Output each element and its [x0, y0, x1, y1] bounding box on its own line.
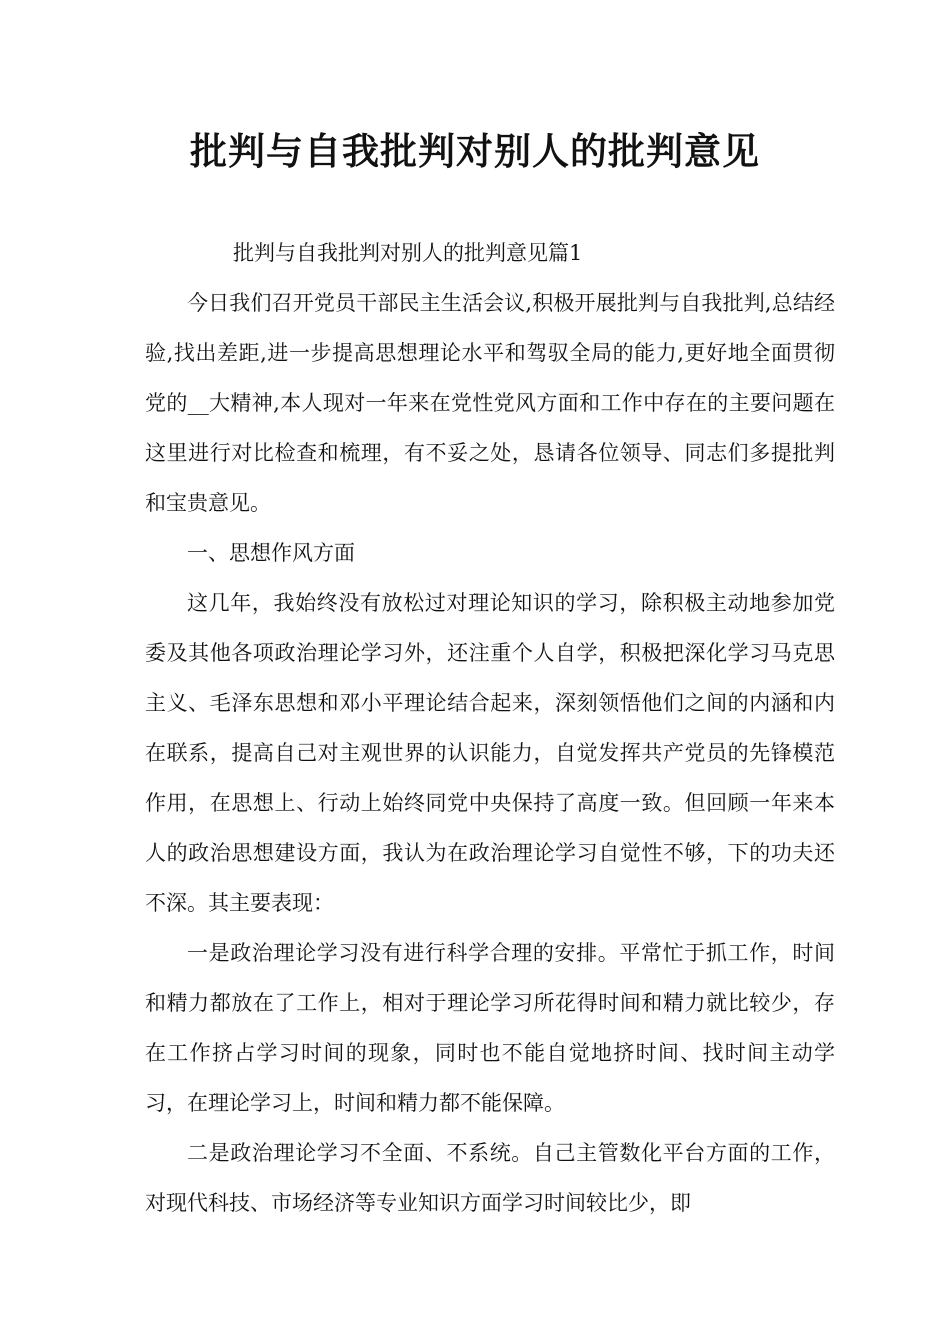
section-heading-thought-style: 一、思想作风方面: [187, 541, 355, 565]
paragraph-point-one: 一是政治理论学习没有进行科学合理的安排。平常忙于抓工作，时间和精力都放在了工作上，相对于理论学习所花得时间和精力就比较少，存在工作挤占学习时间的现象，同时也不能自觉地挤时间、找时间主动学习，在理论学习上，时间和精力都不能保障。: [145, 941, 835, 1115]
document-body: [145, 228, 835, 1228]
paragraph-thought-style: 这几年，我始终没有放松过对理论知识的学习，除积极主动地参加党委及其他各项政治理论学习外，还注重个人自学，积极把深化学习马克思主义、毛泽东思想和邓小平理论结合起来，深刻领悟他们之间的内涵和内在联系，提高自己对主观世界的认识能力，自觉发挥共产党员的先锋模范作用，在思想上、行动上始终同党中央保持了高度一致。但回顾一年来本人的政治思想建设方面，我认为在政治理论学习自觉性不够，下的功夫还不深。其主要表现：: [145, 591, 835, 915]
document-title: 批判与自我批判对别人的批判意见: [190, 130, 760, 173]
section-subtitle: 批判与自我批判对别人的批判意见篇1: [233, 241, 583, 265]
paragraph-point-two: 二是政治理论学习不全面、不系统。自己主管数化平台方面的工作，对现代科技、市场经济等专业知识方面学习时间较比少，即: [145, 1141, 835, 1215]
paragraph-intro: 今日我们召开党员干部民主生活会议,积极开展批判与自我批判,总结经验,找出差距,进一步提高思想理论水平和驾驭全局的能力,更好地全面贯彻党的__大精神,本人现对一年来在党性党风方面和工作中存在的主要问题在这里进行对比检查和梳理，有不妥之处，恳请各位领导、同志们多提批判和宝贵意见。: [145, 291, 835, 515]
